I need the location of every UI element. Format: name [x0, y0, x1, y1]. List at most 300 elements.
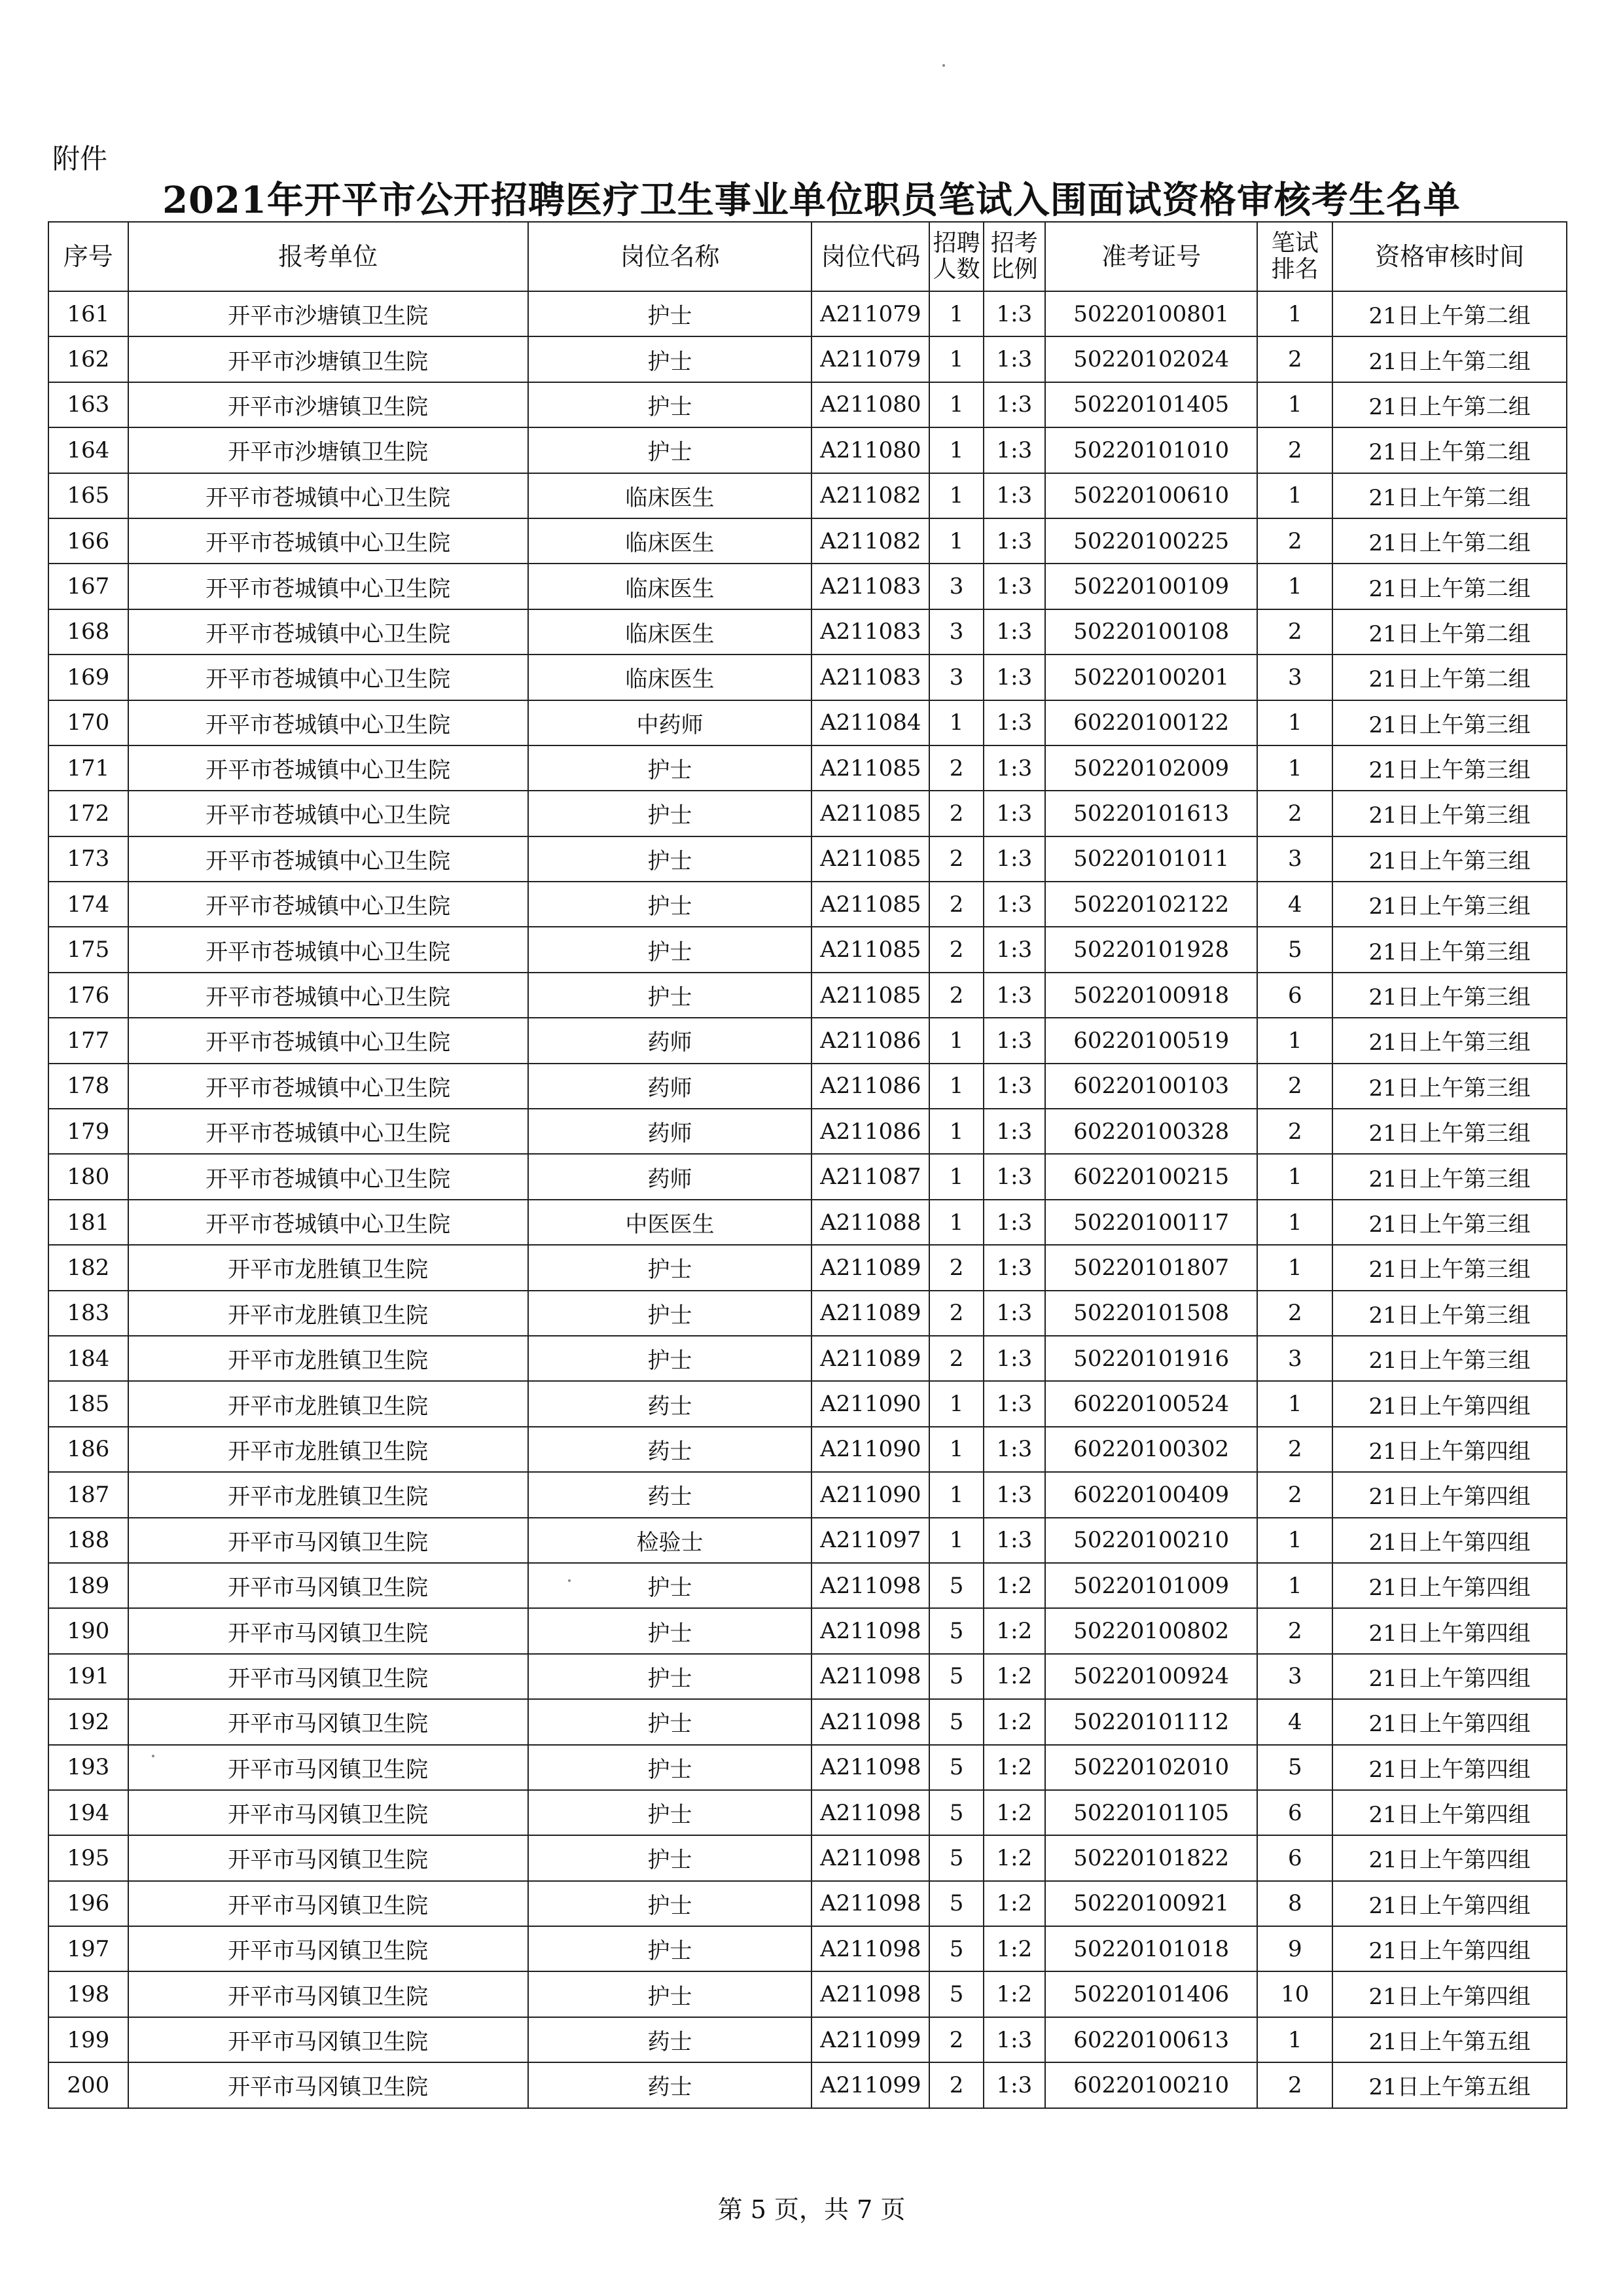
cell-ticket: 50220100117: [1045, 1200, 1258, 1245]
cell-ticket: 50220101009: [1045, 1563, 1258, 1608]
cell-seq: 164: [48, 427, 128, 473]
cell-ticket: 50220101928: [1045, 927, 1258, 972]
cell-seq: 192: [48, 1699, 128, 1744]
cell-ratio: 1:3: [984, 1381, 1045, 1426]
cell-ratio: 1:3: [984, 1018, 1045, 1063]
header-code: 岗位代码: [812, 222, 929, 291]
table-row: [48, 655, 1567, 700]
cell-recruit-count: 2: [929, 836, 984, 882]
cell-ratio: 1:3: [984, 1109, 1045, 1154]
cell-review-time: 21日上午第三组: [1332, 1336, 1567, 1381]
table-row: [48, 2062, 1567, 2108]
header-rank: [1257, 222, 1332, 291]
cell-recruit-count: 3: [929, 564, 984, 609]
cell-recruit-count: 2: [929, 927, 984, 972]
cell-code: A211080: [812, 382, 929, 427]
cell-unit: 开平市苍城镇中心卫生院: [128, 655, 528, 700]
cell-review-time: 21日上午第四组: [1332, 1926, 1567, 1971]
cell-rank: 10: [1257, 1971, 1332, 2017]
cell-recruit-count: 5: [929, 1699, 984, 1744]
cell-ticket: 50220101916: [1045, 1336, 1258, 1381]
cell-review-time: 21日上午第三组: [1332, 1018, 1567, 1063]
cell-ticket: 50220101406: [1045, 1971, 1258, 2017]
cell-review-time: 21日上午第四组: [1332, 1472, 1567, 1517]
cell-unit: 开平市龙胜镇卫生院: [128, 1336, 528, 1381]
table-row: [48, 1245, 1567, 1290]
cell-unit: 开平市马冈镇卫生院: [128, 2062, 528, 2108]
cell-recruit-count: 1: [929, 1200, 984, 1245]
cell-seq: 175: [48, 927, 128, 972]
cell-rank: 2: [1257, 1427, 1332, 1472]
cell-position: 护士: [528, 1971, 812, 2017]
cell-seq: 180: [48, 1154, 128, 1199]
cell-ratio: 1:3: [984, 1245, 1045, 1290]
table-row: [48, 745, 1567, 791]
cell-ratio: 1:3: [984, 609, 1045, 655]
cell-position: 护士: [528, 1745, 812, 1790]
cell-position: 中药师: [528, 700, 812, 745]
cell-position: 护士: [528, 745, 812, 791]
scan-speck: [942, 64, 945, 67]
cell-seq: 182: [48, 1245, 128, 1290]
cell-code: A211085: [812, 973, 929, 1018]
cell-ratio: 1:3: [984, 882, 1045, 927]
cell-unit: 开平市苍城镇中心卫生院: [128, 836, 528, 882]
cell-ticket: 60220100524: [1045, 1381, 1258, 1426]
cell-rank: 2: [1257, 791, 1332, 836]
cell-position: 护士: [528, 1336, 812, 1381]
cell-recruit-count: 2: [929, 745, 984, 791]
table-row: [48, 427, 1567, 473]
cell-recruit-count: 2: [929, 1245, 984, 1290]
cell-ratio: 1:3: [984, 518, 1045, 564]
cell-position: 药师: [528, 1018, 812, 1063]
cell-position: 护士: [528, 1926, 812, 1971]
cell-ticket: 50220100109: [1045, 564, 1258, 609]
cell-code: A211086: [812, 1064, 929, 1109]
cell-ticket: 60220100302: [1045, 1427, 1258, 1472]
cell-recruit-count: 1: [929, 427, 984, 473]
cell-review-time: 21日上午第四组: [1332, 1971, 1567, 2017]
table-row: [48, 1608, 1567, 1653]
cell-ticket: 50220101405: [1045, 382, 1258, 427]
cell-recruit-count: 5: [929, 1881, 984, 1926]
table-row: [48, 700, 1567, 745]
cell-ratio: 1:3: [984, 791, 1045, 836]
cell-seq: 165: [48, 473, 128, 518]
cell-ticket: 50220100108: [1045, 609, 1258, 655]
cell-unit: 开平市龙胜镇卫生院: [128, 1427, 528, 1472]
cell-ratio: 1:2: [984, 1563, 1045, 1608]
cell-review-time: 21日上午第三组: [1332, 927, 1567, 972]
cell-seq: 188: [48, 1518, 128, 1563]
cell-review-time: 21日上午第二组: [1332, 427, 1567, 473]
cell-ticket: 50220101011: [1045, 836, 1258, 882]
cell-unit: 开平市苍城镇中心卫生院: [128, 1200, 528, 1245]
cell-ratio: 1:2: [984, 1881, 1045, 1926]
cell-ratio: 1:3: [984, 336, 1045, 382]
cell-rank: 3: [1257, 1654, 1332, 1699]
cell-position: 临床医生: [528, 518, 812, 564]
cell-unit: 开平市马冈镇卫生院: [128, 1608, 528, 1653]
cell-unit: 开平市苍城镇中心卫生院: [128, 700, 528, 745]
cell-position: 临床医生: [528, 473, 812, 518]
cell-review-time: 21日上午第二组: [1332, 564, 1567, 609]
cell-review-time: 21日上午第四组: [1332, 1790, 1567, 1835]
cell-unit: 开平市龙胜镇卫生院: [128, 1472, 528, 1517]
cell-position: 药师: [528, 1154, 812, 1199]
cell-unit: 开平市沙塘镇卫生院: [128, 336, 528, 382]
cell-position: 护士: [528, 1291, 812, 1336]
header-rank-line-2: 排名: [1271, 256, 1319, 283]
header-unit: 报考单位: [128, 222, 528, 291]
cell-unit: 开平市马冈镇卫生院: [128, 1971, 528, 2017]
cell-position: 护士: [528, 1835, 812, 1880]
cell-rank: 6: [1257, 1790, 1332, 1835]
cell-ticket: 50220101105: [1045, 1790, 1258, 1835]
cell-seq: 166: [48, 518, 128, 564]
annex-label: 附件: [52, 143, 108, 175]
cell-ticket: 50220100225: [1045, 518, 1258, 564]
cell-code: A211098: [812, 1835, 929, 1880]
cell-code: A211085: [812, 745, 929, 791]
cell-position: 护士: [528, 836, 812, 882]
cell-ticket: 50220101613: [1045, 791, 1258, 836]
header-ratio-line-1: 招考: [990, 230, 1038, 257]
cell-seq: 171: [48, 745, 128, 791]
cell-recruit-count: 1: [929, 382, 984, 427]
cell-ticket: 60220100210: [1045, 2062, 1258, 2108]
cell-ticket: 60220100122: [1045, 700, 1258, 745]
cell-code: A211098: [812, 1654, 929, 1699]
cell-position: 护士: [528, 927, 812, 972]
cell-ratio: 1:2: [984, 1608, 1045, 1653]
cell-recruit-count: 1: [929, 1381, 984, 1426]
cell-review-time: 21日上午第三组: [1332, 1200, 1567, 1245]
cell-unit: 开平市龙胜镇卫生院: [128, 1381, 528, 1426]
cell-rank: 1: [1257, 1018, 1332, 1063]
table-row: [48, 1427, 1567, 1472]
cell-rank: 1: [1257, 1154, 1332, 1199]
cell-unit: 开平市苍城镇中心卫生院: [128, 927, 528, 972]
table-row: [48, 1881, 1567, 1926]
cell-rank: 2: [1257, 427, 1332, 473]
header-recruit-count: [929, 222, 984, 291]
table-row: [48, 382, 1567, 427]
cell-ticket: 50220102009: [1045, 745, 1258, 791]
cell-recruit-count: 2: [929, 1291, 984, 1336]
cell-code: A211098: [812, 1608, 929, 1653]
header-rank-line-1: 笔试: [1271, 230, 1319, 257]
cell-recruit-count: 2: [929, 2017, 984, 2062]
cell-position: 药士: [528, 2062, 812, 2108]
cell-code: A211089: [812, 1336, 929, 1381]
cell-seq: 184: [48, 1336, 128, 1381]
cell-ratio: 1:3: [984, 382, 1045, 427]
table-row: [48, 1835, 1567, 1880]
cell-unit: 开平市马冈镇卫生院: [128, 1518, 528, 1563]
cell-ratio: 1:3: [984, 2062, 1045, 2108]
header-recruit-line-1: 招聘: [933, 230, 980, 257]
cell-rank: 5: [1257, 1745, 1332, 1790]
table-row: [48, 927, 1567, 972]
cell-code: A211088: [812, 1200, 929, 1245]
cell-code: A211099: [812, 2062, 929, 2108]
cell-position: 护士: [528, 1608, 812, 1653]
cell-recruit-count: 1: [929, 473, 984, 518]
cell-ratio: 1:3: [984, 473, 1045, 518]
cell-seq: 197: [48, 1926, 128, 1971]
cell-ratio: 1:3: [984, 1064, 1045, 1109]
cell-recruit-count: 1: [929, 1154, 984, 1199]
cell-rank: 9: [1257, 1926, 1332, 1971]
cell-unit: 开平市沙塘镇卫生院: [128, 427, 528, 473]
cell-code: A211098: [812, 1926, 929, 1971]
page-footer: 第 5 页，共 7 页: [717, 2195, 906, 2224]
table-row: [48, 791, 1567, 836]
cell-unit: 开平市龙胜镇卫生院: [128, 1291, 528, 1336]
cell-ratio: 1:3: [984, 1154, 1045, 1199]
cell-review-time: 21日上午第二组: [1332, 473, 1567, 518]
cell-code: A211099: [812, 2017, 929, 2062]
cell-review-time: 21日上午第三组: [1332, 1291, 1567, 1336]
cell-position: 药师: [528, 1064, 812, 1109]
table-row: [48, 1654, 1567, 1699]
table-row: [48, 1745, 1567, 1790]
cell-code: A211097: [812, 1518, 929, 1563]
header-ratio-line-2: 比例: [990, 256, 1038, 283]
cell-unit: 开平市沙塘镇卫生院: [128, 382, 528, 427]
header-review-time: 资格审核时间: [1332, 222, 1567, 291]
cell-rank: 8: [1257, 1881, 1332, 1926]
cell-rank: 2: [1257, 1109, 1332, 1154]
cell-ticket: 50220102024: [1045, 336, 1258, 382]
cell-ticket: 50220100210: [1045, 1518, 1258, 1563]
cell-ticket: 50220100918: [1045, 973, 1258, 1018]
cell-recruit-count: 1: [929, 1472, 984, 1517]
cell-recruit-count: 1: [929, 336, 984, 382]
cell-position: 药士: [528, 1427, 812, 1472]
cell-unit: 开平市苍城镇中心卫生院: [128, 973, 528, 1018]
cell-seq: 168: [48, 609, 128, 655]
cell-code: A211085: [812, 882, 929, 927]
cell-recruit-count: 5: [929, 1608, 984, 1653]
table-row: [48, 518, 1567, 564]
cell-rank: 4: [1257, 1699, 1332, 1744]
cell-ratio: 1:3: [984, 1336, 1045, 1381]
cell-recruit-count: 1: [929, 1518, 984, 1563]
header-ratio: [984, 222, 1045, 291]
cell-code: A211083: [812, 609, 929, 655]
cell-ticket: 50220101112: [1045, 1699, 1258, 1744]
table-row: [48, 1109, 1567, 1154]
cell-seq: 187: [48, 1472, 128, 1517]
cell-position: 临床医生: [528, 609, 812, 655]
cell-ratio: 1:3: [984, 655, 1045, 700]
cell-position: 护士: [528, 1245, 812, 1290]
cell-unit: 开平市马冈镇卫生院: [128, 2017, 528, 2062]
cell-ratio: 1:3: [984, 700, 1045, 745]
cell-code: A211079: [812, 291, 929, 336]
cell-position: 护士: [528, 1699, 812, 1744]
cell-unit: 开平市马冈镇卫生院: [128, 1699, 528, 1744]
cell-code: A211085: [812, 836, 929, 882]
cell-unit: 开平市马冈镇卫生院: [128, 1745, 528, 1790]
cell-position: 临床医生: [528, 655, 812, 700]
cell-position: 中医医生: [528, 1200, 812, 1245]
cell-unit: 开平市苍城镇中心卫生院: [128, 1064, 528, 1109]
cell-code: A211084: [812, 700, 929, 745]
cell-ticket: 50220101508: [1045, 1291, 1258, 1336]
cell-position: 护士: [528, 1881, 812, 1926]
cell-review-time: 21日上午第三组: [1332, 882, 1567, 927]
cell-seq: 189: [48, 1563, 128, 1608]
cell-code: A211098: [812, 1881, 929, 1926]
cell-position: 药师: [528, 1109, 812, 1154]
cell-rank: 3: [1257, 655, 1332, 700]
cell-recruit-count: 5: [929, 1790, 984, 1835]
header-position: 岗位名称: [528, 222, 812, 291]
table-row: [48, 1154, 1567, 1199]
cell-unit: 开平市马冈镇卫生院: [128, 1654, 528, 1699]
table-row: [48, 973, 1567, 1018]
cell-rank: 1: [1257, 1245, 1332, 1290]
cell-ticket: 60220100103: [1045, 1064, 1258, 1109]
cell-seq: 174: [48, 882, 128, 927]
cell-seq: 183: [48, 1291, 128, 1336]
cell-review-time: 21日上午第三组: [1332, 836, 1567, 882]
cell-seq: 191: [48, 1654, 128, 1699]
cell-rank: 3: [1257, 836, 1332, 882]
cell-unit: 开平市苍城镇中心卫生院: [128, 791, 528, 836]
table-row: [48, 1291, 1567, 1336]
cell-code: A211086: [812, 1109, 929, 1154]
cell-recruit-count: 5: [929, 1835, 984, 1880]
table-row: [48, 1381, 1567, 1426]
cell-seq: 194: [48, 1790, 128, 1835]
cell-recruit-count: 1: [929, 1427, 984, 1472]
cell-rank: 6: [1257, 973, 1332, 1018]
cell-rank: 1: [1257, 564, 1332, 609]
cell-review-time: 21日上午第五组: [1332, 2017, 1567, 2062]
cell-code: A211090: [812, 1427, 929, 1472]
cell-code: A211083: [812, 564, 929, 609]
cell-unit: 开平市龙胜镇卫生院: [128, 1245, 528, 1290]
table-row: [48, 1971, 1567, 2017]
header-seq: 序号: [48, 222, 128, 291]
cell-ratio: 1:3: [984, 973, 1045, 1018]
cell-rank: 1: [1257, 291, 1332, 336]
header-ticket: 准考证号: [1045, 222, 1258, 291]
cell-code: A211085: [812, 927, 929, 972]
cell-recruit-count: 1: [929, 518, 984, 564]
cell-rank: 2: [1257, 2062, 1332, 2108]
cell-rank: 1: [1257, 1200, 1332, 1245]
table-row: [48, 1790, 1567, 1835]
cell-rank: 4: [1257, 882, 1332, 927]
cell-code: A211098: [812, 1699, 929, 1744]
cell-recruit-count: 5: [929, 1654, 984, 1699]
cell-position: 护士: [528, 1654, 812, 1699]
cell-seq: 169: [48, 655, 128, 700]
cell-position: 护士: [528, 336, 812, 382]
cell-rank: 2: [1257, 1608, 1332, 1653]
cell-ratio: 1:3: [984, 564, 1045, 609]
cell-seq: 170: [48, 700, 128, 745]
cell-seq: 178: [48, 1064, 128, 1109]
cell-review-time: 21日上午第三组: [1332, 1245, 1567, 1290]
scan-speck: [152, 1755, 154, 1757]
cell-rank: 2: [1257, 609, 1332, 655]
cell-rank: 1: [1257, 2017, 1332, 2062]
cell-review-time: 21日上午第四组: [1332, 1563, 1567, 1608]
cell-recruit-count: 2: [929, 973, 984, 1018]
cell-rank: 2: [1257, 1291, 1332, 1336]
cell-recruit-count: 5: [929, 1745, 984, 1790]
cell-review-time: 21日上午第四组: [1332, 1835, 1567, 1880]
cell-rank: 1: [1257, 1563, 1332, 1608]
candidate-table: [48, 221, 1567, 2109]
table-row: [48, 1200, 1567, 1245]
cell-code: A211089: [812, 1245, 929, 1290]
cell-seq: 196: [48, 1881, 128, 1926]
cell-recruit-count: 3: [929, 609, 984, 655]
cell-recruit-count: 2: [929, 1336, 984, 1381]
cell-code: A211082: [812, 518, 929, 564]
cell-recruit-count: 2: [929, 882, 984, 927]
cell-seq: 200: [48, 2062, 128, 2108]
cell-code: A211090: [812, 1381, 929, 1426]
cell-rank: 3: [1257, 1336, 1332, 1381]
cell-position: 检验士: [528, 1518, 812, 1563]
cell-rank: 1: [1257, 473, 1332, 518]
cell-position: 护士: [528, 791, 812, 836]
cell-review-time: 21日上午第四组: [1332, 1699, 1567, 1744]
cell-code: A211083: [812, 655, 929, 700]
cell-unit: 开平市马冈镇卫生院: [128, 1835, 528, 1880]
table-header-row: [48, 222, 1567, 291]
cell-recruit-count: 1: [929, 1109, 984, 1154]
table-row: [48, 1018, 1567, 1063]
cell-ratio: 1:2: [984, 1699, 1045, 1744]
cell-rank: 1: [1257, 700, 1332, 745]
cell-seq: 173: [48, 836, 128, 882]
cell-position: 药士: [528, 1381, 812, 1426]
table-row: [48, 609, 1567, 655]
cell-review-time: 21日上午第三组: [1332, 1064, 1567, 1109]
table-row: [48, 564, 1567, 609]
cell-ticket: 50220102010: [1045, 1745, 1258, 1790]
cell-seq: 179: [48, 1109, 128, 1154]
table-row: [48, 1064, 1567, 1109]
table-row: [48, 1472, 1567, 1517]
cell-ratio: 1:3: [984, 745, 1045, 791]
cell-ratio: 1:2: [984, 1745, 1045, 1790]
cell-ratio: 1:3: [984, 427, 1045, 473]
cell-review-time: 21日上午第四组: [1332, 1427, 1567, 1472]
cell-ticket: 50220100921: [1045, 1881, 1258, 1926]
cell-recruit-count: 3: [929, 655, 984, 700]
cell-review-time: 21日上午第四组: [1332, 1745, 1567, 1790]
cell-recruit-count: 5: [929, 1563, 984, 1608]
cell-code: A211079: [812, 336, 929, 382]
cell-rank: 2: [1257, 1472, 1332, 1517]
cell-ticket: 60220100409: [1045, 1472, 1258, 1517]
cell-unit: 开平市苍城镇中心卫生院: [128, 473, 528, 518]
cell-recruit-count: 1: [929, 1018, 984, 1063]
cell-position: 护士: [528, 382, 812, 427]
cell-ticket: 50220101018: [1045, 1926, 1258, 1971]
